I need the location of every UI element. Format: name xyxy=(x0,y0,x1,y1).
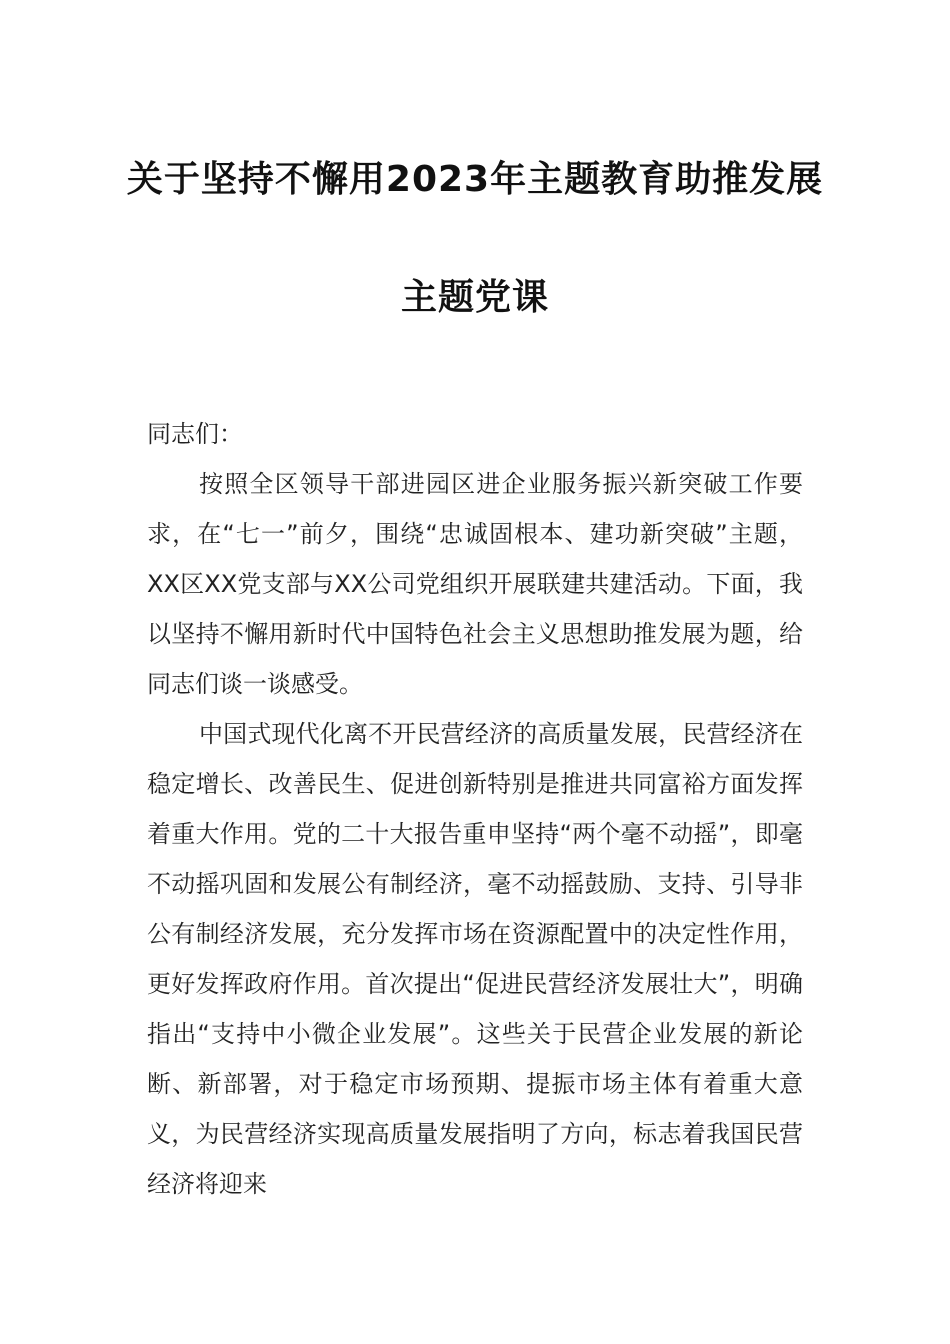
document-title-line-2: 主题党课 xyxy=(400,277,549,318)
paragraph-2: 中国式现代化离不开民营经济的高质量发展，民营经济在稳定增长、改善民生、促进创新特别是推进共同富裕方面发挥着重大作用。党的二十大报告重申坚持“两个毫不动摇”，即毫不动摇巩固和发展公有制经济，毫不动摇鼓励、支持、引导非公有制经济发展，充分发挥市场在资源配置中的决定性作用，更好发挥政府作用。首次提出“促进民营经济发展壮大”，明确指出“支持中小微企业发展”。这些关于民营企业发展的新论断、新部署，对于稳定市场预期、提振市场主体有着重大意义，为民营经济实现高质量发展指明了方向，标志着我国民营经济将迎来 xyxy=(147,720,803,1198)
document-title-line-1: 关于坚持不懈用2023年主题教育助推发展 xyxy=(126,159,824,200)
salutation: 同志们： xyxy=(147,420,243,448)
paragraph-1: 按照全区领导干部进园区进企业服务振兴新突破工作要求，在“七一”前夕，围绕“忠诚固根本、建功新突破”主题，XX区XX党支部与XX公司党组织开展联建共建活动。下面，我以坚持不懈用新时代中国特色社会主义思想助推发展为题，给同志们谈一谈感受。 xyxy=(147,470,803,698)
